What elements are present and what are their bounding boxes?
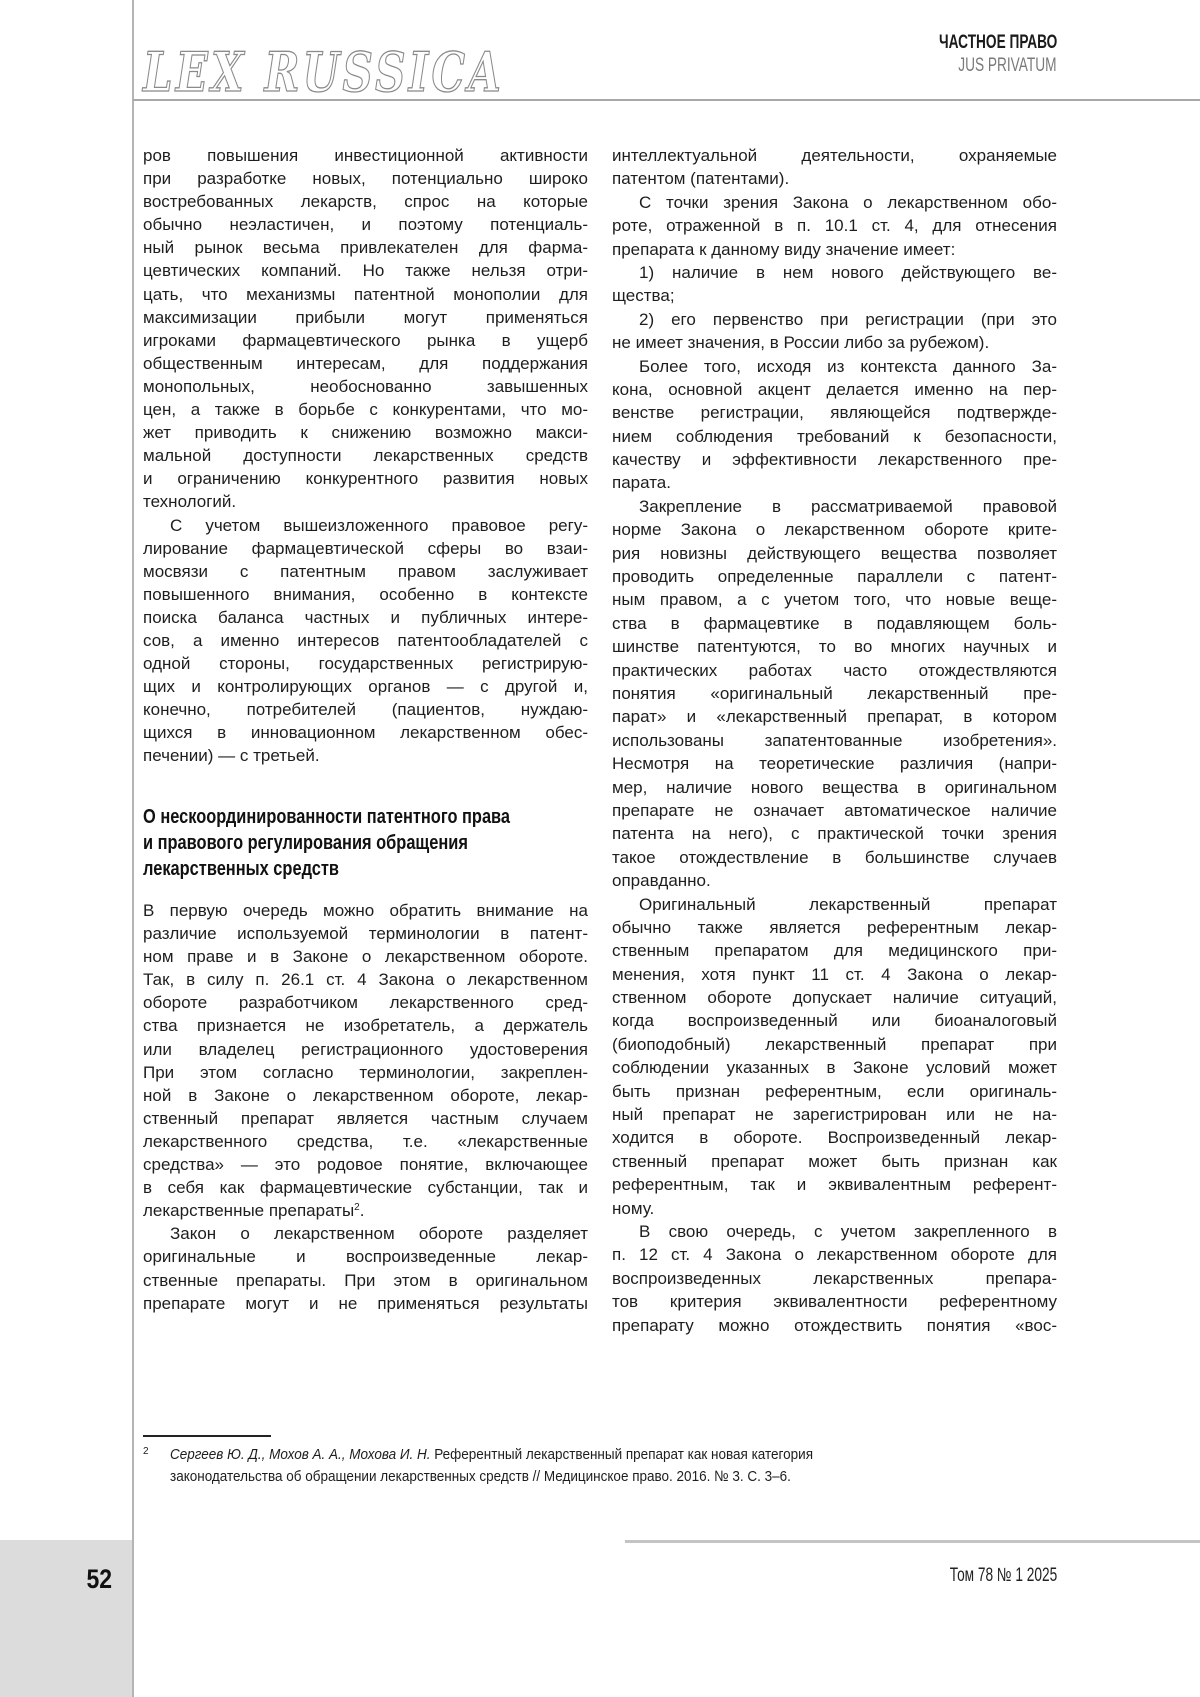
paragraph: [612, 191, 1057, 261]
text-line: патентом (патентами).: [612, 167, 1057, 190]
text-span: лекарственные препараты: [143, 1201, 354, 1220]
text-line: нием соблюдения требований к безопасности,: [612, 425, 1057, 448]
text-line: оправданно.: [612, 869, 1057, 892]
footnote-reference[interactable]: 2: [354, 1202, 360, 1213]
text-line: тов критерия эквивалентности референтному: [612, 1290, 1057, 1313]
text-line: В первую очередь можно обратить внимание на: [143, 899, 588, 922]
text-line: средства» — это родовое понятие, включающее: [143, 1153, 588, 1176]
text-line: Более того, исходя из контекста данного За-: [612, 355, 1057, 378]
heading-line: и правового регулирования обращения: [143, 830, 510, 856]
text-line: оригинальные и воспроизведенные лекар-: [143, 1245, 588, 1268]
text-line: ственным препаратом для медицинского при-: [612, 939, 1057, 962]
paragraph: [612, 893, 1057, 1220]
text-line: препарате не означает автоматическое наличие: [612, 799, 1057, 822]
paragraph: [143, 144, 588, 514]
text-line: Так, в силу п. 26.1 ст. 4 Закона о лекарственном: [143, 968, 588, 991]
text-line: одной стороны, государственных регистрирую-: [143, 652, 588, 675]
heading-line: О нескоординированности патентного права: [143, 804, 510, 830]
text-line: в себя как фармацевтические субстанции, так и: [143, 1176, 588, 1199]
left-column-bottom: [143, 899, 588, 1315]
text-line: щих и контролирующих органов — с другой и,: [143, 675, 588, 698]
paragraph: [143, 1222, 588, 1314]
text-line: ственном обороте допускает наличие ситуаций,: [612, 986, 1057, 1009]
paragraph: [612, 495, 1057, 893]
text-line: При этом согласно терминологии, закреплен-: [143, 1061, 588, 1084]
text-line: лекарственного средства, т.е. «лекарственные: [143, 1130, 588, 1153]
text-line: Закон о лекарственном обороте разделяет: [143, 1222, 588, 1245]
text-line: ной в Законе о лекарственном обороте, лекар-: [143, 1084, 588, 1107]
journal-logo: LEX RUSSICA: [143, 40, 504, 104]
text-line: проводить определенные параллели с патент-: [612, 565, 1057, 588]
text-line: при разработке новых, потенциально широко: [143, 167, 588, 190]
text-line: использованы запатентованные изобретения».: [612, 729, 1057, 752]
text-line: востребованных лекарств, спрос на которые: [143, 190, 588, 213]
footnote-rule: [143, 1435, 271, 1437]
text-line: практических работах часто отождествляются: [612, 659, 1057, 682]
text-line: обороте разработчиком лекарственного сред-: [143, 991, 588, 1014]
text-line: или владелец регистрационного удостоверения: [143, 1038, 588, 1061]
text-line: щихся в инновационном лекарственном обес-: [143, 721, 588, 744]
text-line: цать, что механизмы патентной монополии для: [143, 283, 588, 306]
text-line: ства признается не изобретатель, а держатель: [143, 1014, 588, 1037]
text-line: норме Закона о лекарственном обороте крите-: [612, 518, 1057, 541]
page-number-box: [0, 1540, 132, 1697]
page-number: 52: [86, 1564, 112, 1595]
text-line: парат» и «лекарственный препарат, в котором: [612, 705, 1057, 728]
text-line: обычно неэластичен, и поэтому потенциаль-: [143, 213, 588, 236]
text-line: лирование фармацевтической сферы во взаи-: [143, 537, 588, 560]
text-line: технологий.: [143, 490, 588, 513]
text-line: игроками фармацевтического рынка в ущерб: [143, 329, 588, 352]
text-line: ства в фармацевтике в подавляющем боль-: [612, 612, 1057, 635]
footnote-text: Референтный лекарственный препарат как новая категория: [431, 1446, 814, 1463]
text-line: поиска баланса частных и публичных интере-: [143, 606, 588, 629]
footnote-text: законодательства об обращении лекарственных средств // Медицинское право. 2016. № 3. С. 3–6.: [170, 1466, 971, 1488]
text-line: роте, отраженной в п. 10.1 ст. 4, для отнесения: [612, 214, 1057, 237]
text-line: мер, наличие нового вещества в оригинальном: [612, 776, 1057, 799]
text-line: такое отождествление в большинстве случаев: [612, 846, 1057, 869]
paragraph: [612, 308, 1057, 355]
text-line: жет приводить к снижению возможно макси-: [143, 421, 588, 444]
paragraph: [612, 355, 1057, 495]
text-line: венстве регистрации, являющейся подтвержде-: [612, 401, 1057, 424]
text-line: Закрепление в рассматриваемой правовой: [612, 495, 1057, 518]
right-column: [612, 144, 1057, 1337]
text-line: ров повышения инвестиционной активности: [143, 144, 588, 167]
text-line: мосвязи с патентным правом заслуживает: [143, 560, 588, 583]
text-line: различие используемой терминологии в патент-: [143, 922, 588, 945]
text-line: понятия «оригинальный лекарственный пре-: [612, 682, 1057, 705]
paragraph: [612, 144, 1057, 191]
text-line: С точки зрения Закона о лекарственном обо-: [612, 191, 1057, 214]
paragraph: [143, 899, 588, 1222]
text-line: щества;: [612, 284, 1057, 307]
text-line: и ограничению конкурентного развития новых: [143, 467, 588, 490]
text-line: быть признан референтным, если оригиналь-: [612, 1080, 1057, 1103]
heading-line: лекарственных средств: [143, 856, 510, 882]
text-line: монопольных, необоснованно завышенных: [143, 375, 588, 398]
text-line: менения, хотя пункт 11 ст. 4 Закона о лекар-: [612, 963, 1057, 986]
section-heading: [143, 804, 510, 882]
footnote-authors: Сергеев Ю. Д., Мохов А. А., Мохова И. Н.: [170, 1446, 431, 1463]
text-line: ственные препараты. При этом в оригинальном: [143, 1269, 588, 1292]
paragraph: [612, 261, 1057, 308]
paragraph: [612, 1220, 1057, 1337]
text-line: общественным интересам, для поддержания: [143, 352, 588, 375]
text-line: п. 12 ст. 4 Закона о лекарственном обороте для: [612, 1243, 1057, 1266]
text-line: повышенного внимания, особенно в контексте: [143, 583, 588, 606]
text-line: воспроизведенных лекарственных препара-: [612, 1267, 1057, 1290]
text-line: 2) его первенство при регистрации (при это: [612, 308, 1057, 331]
footer-rule: [625, 1540, 1200, 1543]
text-line: референтным, так и эквивалентным референт-: [612, 1173, 1057, 1196]
text-line: ному.: [612, 1197, 1057, 1220]
text-line: интеллектуальной деятельности, охраняемые: [612, 144, 1057, 167]
text-line: печении) — с третьей.: [143, 744, 588, 767]
text-line: качеству и эффективности лекарственного пре-: [612, 448, 1057, 471]
text-line: кона, основной акцент делается именно на пер-: [612, 378, 1057, 401]
text-line: соблюдении указанных в Законе условий может: [612, 1056, 1057, 1079]
text-line: Оригинальный лекарственный препарат: [612, 893, 1057, 916]
text-line: [143, 1199, 588, 1222]
text-span: .: [360, 1201, 365, 1220]
text-line: шинстве патентуются, то во многих научных и: [612, 635, 1057, 658]
left-column-top: [143, 144, 588, 768]
text-line: Несмотря на теоретические различия (напри-: [612, 752, 1057, 775]
text-line: сов, а именно интересов патентообладателей с: [143, 629, 588, 652]
text-line: (биоподобный) лекарственный препарат при: [612, 1033, 1057, 1056]
text-line: ным правом, а с учетом того, что новые веще-: [612, 588, 1057, 611]
text-line: обычно также является референтным лекар-: [612, 916, 1057, 939]
text-line: 1) наличие в нем нового действующего ве-: [612, 261, 1057, 284]
text-line: рия новизны действующего вещества позволяет: [612, 542, 1057, 565]
text-line: ном праве и в Законе о лекарственном обороте.: [143, 945, 588, 968]
text-line: ный рынок весьма привлекателен для фарма-: [143, 236, 588, 259]
text-line: ственный препарат является частным случаем: [143, 1107, 588, 1130]
paragraph: [143, 514, 588, 768]
text-line: конечно, потребителей (пациентов, нуждаю-: [143, 698, 588, 721]
text-line: ственный препарат может быть признан как: [612, 1150, 1057, 1173]
text-line: патента на него), с практической точки зрения: [612, 822, 1057, 845]
footnote-number: 2: [143, 1441, 149, 1463]
text-line: мальной доступности лекарственных средств: [143, 444, 588, 467]
text-line: препарату можно отождествить понятия «вос-: [612, 1314, 1057, 1337]
text-line: С учетом вышеизложенного правовое регу-: [143, 514, 588, 537]
text-line: препарате могут и не применяться результаты: [143, 1292, 588, 1315]
text-line: В свою очередь, с учетом закрепленного в: [612, 1220, 1057, 1243]
text-line: ходится в обороте. Воспроизведенный лекар-: [612, 1126, 1057, 1149]
text-line: цен, а также в борьбе с конкурентами, что мо-: [143, 398, 588, 421]
section-title-ru: ЧАСТНОЕ ПРАВО: [939, 32, 1057, 54]
text-line: ный препарат не зарегистрирован или не на-: [612, 1103, 1057, 1126]
section-title-latin: JUS PRIVATUM: [959, 55, 1057, 77]
text-line: препарата к данному виду значение имеет:: [612, 238, 1057, 261]
text-line: парата.: [612, 471, 1057, 494]
text-line: максимизации прибыли могут применяться: [143, 306, 588, 329]
text-line: не имеет значения, в России либо за рубежом).: [612, 331, 1057, 354]
left-margin-rule: [132, 0, 134, 1697]
text-line: когда воспроизведенный или биоаналоговый: [612, 1009, 1057, 1032]
issue-info: Том 78 № 1 2025: [950, 1565, 1057, 1587]
text-line: цевтических компаний. Но также нельзя отри-: [143, 259, 588, 282]
